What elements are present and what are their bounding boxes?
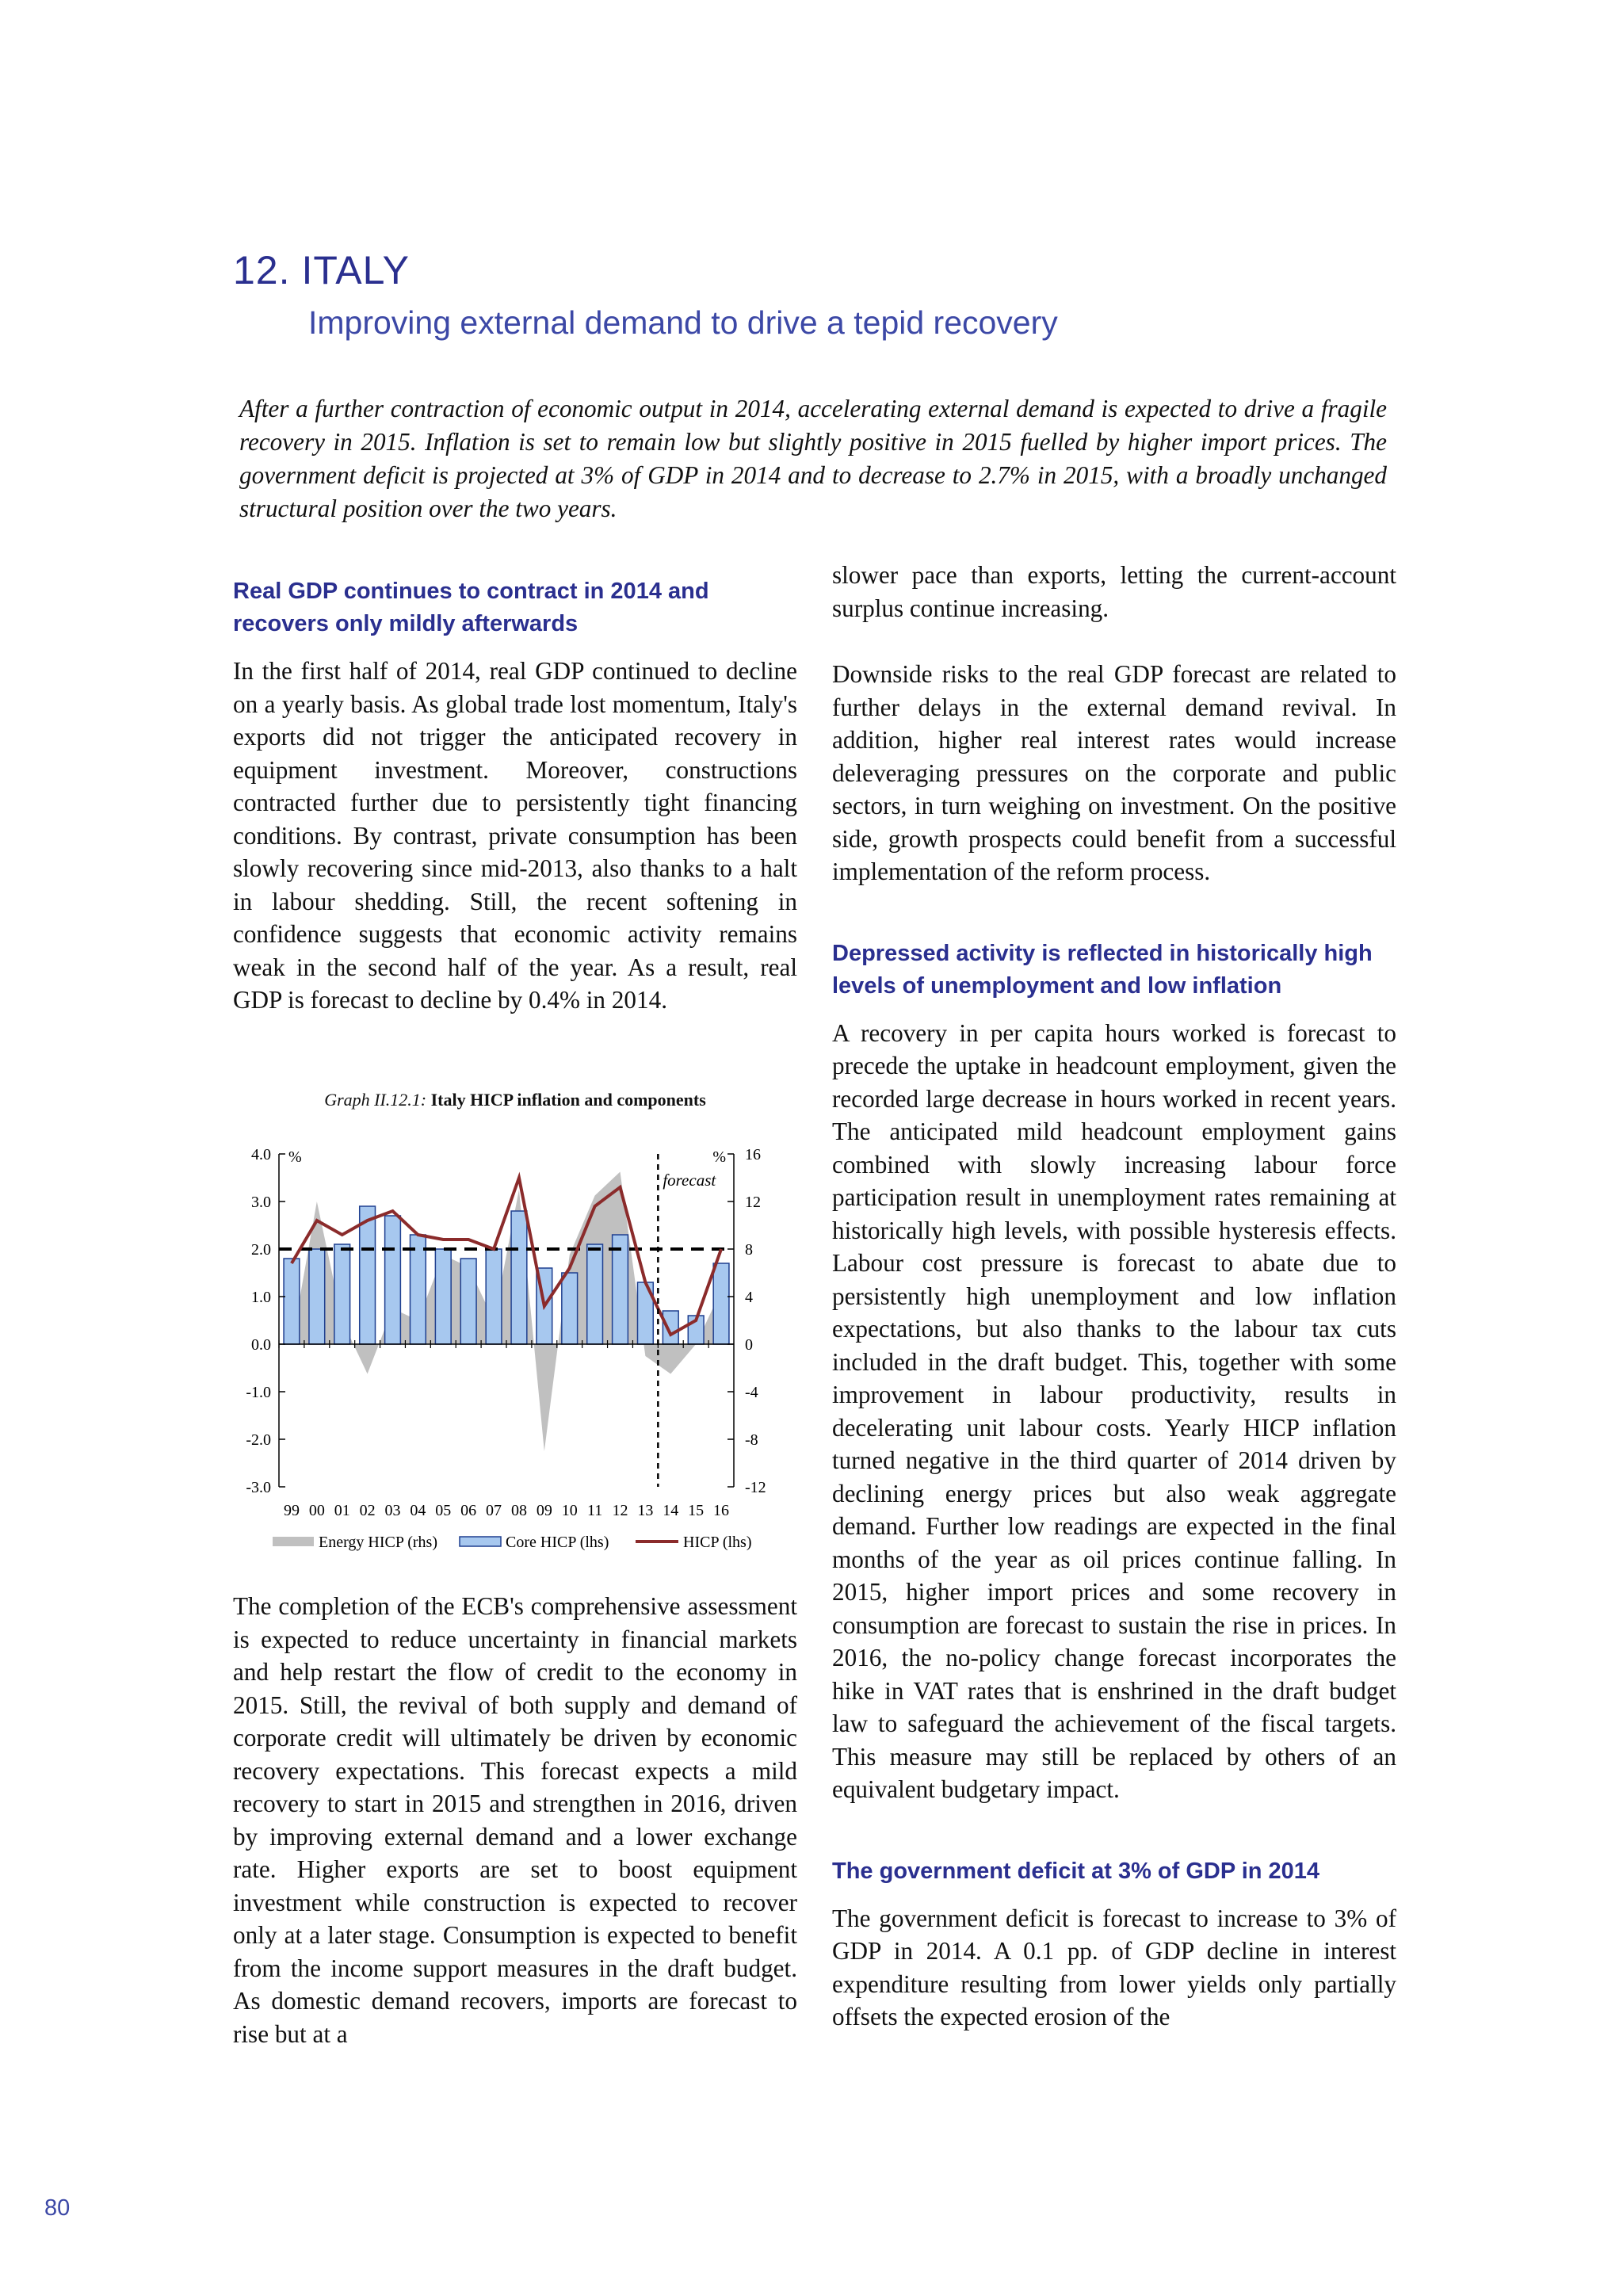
forecast-label: forecast <box>663 1171 716 1190</box>
left-tick-label: 4.0 <box>251 1146 271 1163</box>
legend-energy-label: Energy HICP (rhs) <box>319 1534 437 1551</box>
legend-energy-swatch <box>273 1537 314 1546</box>
graph-name: Italy HICP inflation and components <box>430 1090 706 1110</box>
paragraph-gdp: In the first half of 2014, real GDP continued to decline on a yearly basis. As global trade lost momentum, Italy's exports did not trigger the anticipated recovery in equipment investment. Moreover, constructions contracted further due to persistently tight financing conditions. By contrast, private consumption has been slowly recovering since mid-2013, also thanks to a halt in labour shedding. Still, the recent softening in confidence suggests that economic activity remains weak in the second half of the year. As a result, real GDP is forecast to decline by 0.4% in 2014. <box>233 657 797 1014</box>
right-column <box>832 559 1396 2034</box>
graph-title <box>233 1090 797 1110</box>
x-tick-label: 99 <box>283 1502 300 1519</box>
page-number: 80 <box>44 2195 71 2221</box>
left-tick-label: 2.0 <box>251 1241 271 1259</box>
heading-unemployment: Depressed activity is reflected in historically high levels of unemployment and low inflation <box>832 940 1373 999</box>
x-tick-label: 10 <box>561 1502 578 1519</box>
legend-core-label: Core HICP (lhs) <box>506 1534 609 1551</box>
core-hicp-bar <box>334 1244 350 1344</box>
right-tick-label: 0 <box>745 1336 753 1354</box>
core-hicp-bar <box>435 1249 451 1344</box>
paragraph-current-account: slower pace than exports, letting the current-account surplus continue increasing. <box>832 561 1396 622</box>
section-subtitle: Improving external demand to drive a tepid recovery <box>308 304 1058 341</box>
left-tick-label: 0.0 <box>251 1336 271 1354</box>
x-tick-label: 09 <box>536 1502 552 1519</box>
x-tick-label: 01 <box>334 1502 350 1519</box>
graph-label: Graph II.12.1: <box>324 1090 427 1110</box>
section-country: ITALY <box>301 248 411 292</box>
right-tick-label: -12 <box>745 1479 766 1496</box>
heading-real-gdp: Real GDP continues to contract in 2014 and recovers only mildly afterwards <box>233 579 709 636</box>
x-tick-label: 02 <box>359 1502 376 1519</box>
right-tick-label: 16 <box>745 1146 761 1163</box>
core-hicp-bar <box>360 1206 376 1344</box>
x-tick-label: 05 <box>435 1502 452 1519</box>
legend-core-swatch <box>460 1537 501 1546</box>
core-hicp-bar <box>587 1244 603 1344</box>
core-hicp-bar <box>309 1249 325 1344</box>
x-tick-label: 04 <box>410 1502 426 1519</box>
right-tick-label: 4 <box>745 1289 753 1306</box>
right-tick-label: 8 <box>745 1241 753 1259</box>
x-tick-label: 15 <box>688 1502 705 1519</box>
x-tick-label: 16 <box>713 1502 730 1519</box>
intro-summary: After a further contraction of economic output in 2014, accelerating external demand is expected to drive a fragile recovery in 2015. Inflation is set to remain low but slightly positive in 2015 fuelled by higher import prices. The government deficit is projected at 3% of GDP in 2014 and to decrease to 2.7% in 2015, with a broadly unchanged structural position over the two years. <box>239 395 1387 522</box>
left-column-bottom <box>233 1590 797 2050</box>
left-tick-label: -3.0 <box>246 1479 271 1496</box>
core-hicp-bar <box>385 1216 401 1344</box>
section-title <box>233 247 410 293</box>
section-number: 12. <box>233 248 291 292</box>
left-tick-label: 1.0 <box>251 1289 271 1306</box>
right-tick-label: -8 <box>745 1431 758 1449</box>
core-hicp-bar <box>284 1259 300 1344</box>
right-tick-label: 12 <box>745 1194 761 1211</box>
core-hicp-bar <box>713 1263 729 1344</box>
core-hicp-bar <box>511 1211 527 1344</box>
left-unit-label: % <box>288 1148 302 1166</box>
left-tick-label: -2.0 <box>246 1431 271 1449</box>
x-tick-label: 06 <box>460 1502 477 1519</box>
heading-deficit: The government deficit at 3% of GDP in 2014 <box>832 1858 1320 1884</box>
x-tick-label: 11 <box>586 1502 603 1519</box>
x-tick-label: 13 <box>637 1502 654 1519</box>
core-hicp-bar <box>460 1259 476 1344</box>
x-tick-label: 03 <box>384 1502 401 1519</box>
x-tick-label: 12 <box>612 1502 628 1519</box>
left-column-top <box>233 575 797 1017</box>
right-unit-label: % <box>712 1148 726 1166</box>
legend-hicp-label: HICP (lhs) <box>683 1534 752 1551</box>
paragraph-ecb: The completion of the ECB's comprehensive assessment is expected to reduce uncertainty in financial markets and help restart the flow of credit to the economy in 2015. Still, the revival of both supply and demand of corporate credit will ultimately be driven by economic recovery expectations. This forecast expects a mild recovery to start in 2015 and strengthen in 2016, driven by improving external demand and a lower exchange rate. Higher exports are set to boost equipment investment while construction is expected to recover only at a later stage. Consumption is expected to benefit from the income support measures in the draft budget. As domestic demand recovers, imports are forecast to rise but at a <box>233 1592 797 2048</box>
core-hicp-bar <box>562 1273 578 1344</box>
paragraph-deficit: The government deficit is forecast to increase to 3% of GDP in 2014. A 0.1 pp. of GDP decline in interest expenditure resulting from lower yields only partially offsets the expected erosion of the <box>832 1904 1396 2030</box>
core-hicp-bar <box>411 1235 426 1344</box>
x-tick-label: 07 <box>486 1502 502 1519</box>
left-tick-label: 3.0 <box>251 1194 271 1211</box>
paragraph-labour: A recovery in per capita hours worked is forecast to precede the uptake in headcount employment, given the recorded large decrease in hours worked in recent years. The anticipated mild headcount employment gains combined with slowly increasing labour force participation result in unemployment rates remaining at historically high levels, with possible hysteresis effects. Labour cost pressure is forecast to abate due to persistently high unemployment and low inflation expectations, but also thanks to the labour tax cuts included in the draft budget. This, together with some improvement in labour productivity, results in decelerating unit labour costs. Yearly HICP inflation turned negative in the third quarter of 2014 driven by declining energy prices but also weak aggregate demand. Further low readings are expected in the final months of the year as oil prices continue falling. In 2015, higher import prices and some recovery in consumption are forecast to sustain the rise in prices. In 2016, the no-policy change forecast incorporates the hike in VAT rates that is enshrined in the draft budget law to safeguard the achievement of the fiscal targets. This measure may still be replaced by others of an equivalent budgetary impact. <box>832 1018 1396 1803</box>
paragraph-risks: Downside risks to the real GDP forecast are related to further delays in the external demand revival. In addition, higher real interest rates would increase deleveraging pressures on the corporate and public sectors, in turn weighing on investment. On the positive side, growth prospects could benefit from a successful implementation of the reform process. <box>832 660 1396 885</box>
core-hicp-bar <box>486 1249 502 1344</box>
core-hicp-bar <box>613 1235 628 1344</box>
x-tick-label: 00 <box>308 1502 325 1519</box>
x-tick-label: 14 <box>663 1502 679 1519</box>
x-tick-label: 08 <box>510 1502 527 1519</box>
left-tick-label: -1.0 <box>246 1384 271 1401</box>
hicp-chart <box>233 1125 797 1569</box>
core-hicp-bar <box>663 1311 678 1344</box>
right-tick-label: -4 <box>745 1384 758 1401</box>
